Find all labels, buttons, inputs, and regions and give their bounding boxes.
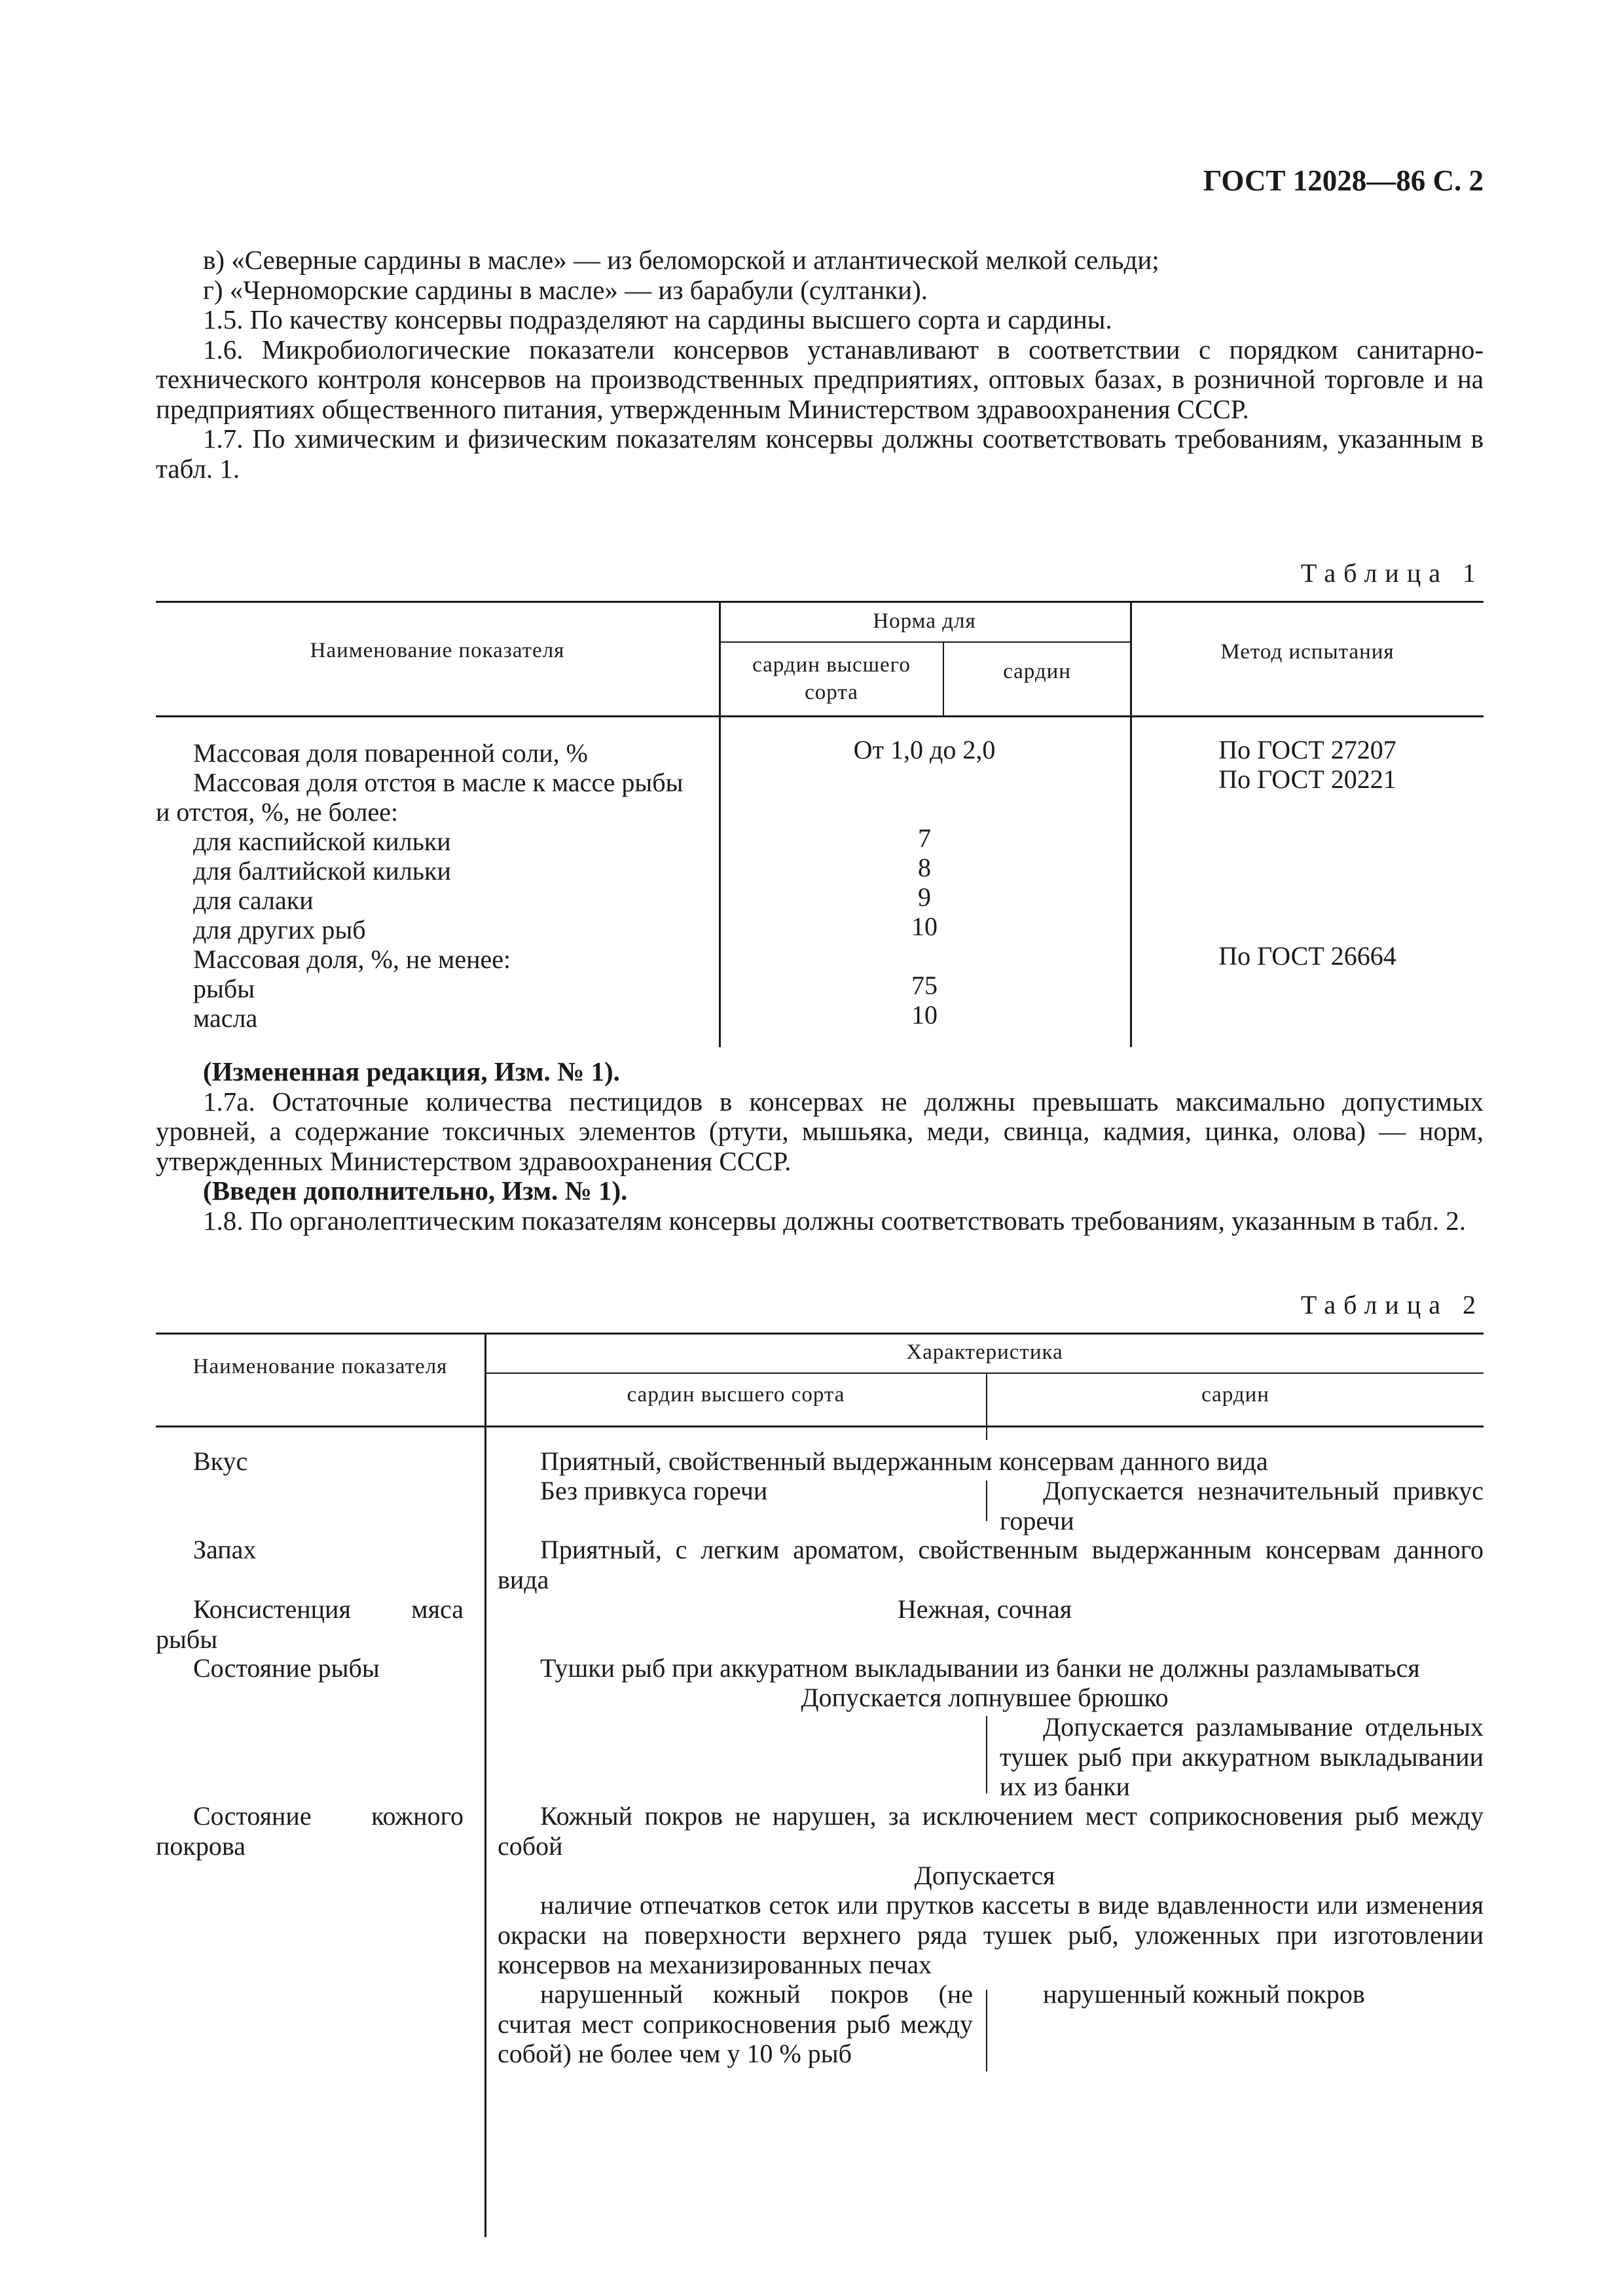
table1-row-oil: масла — [193, 1003, 258, 1033]
table1-row-salt: Массовая доля поваренной соли, % — [193, 738, 588, 768]
table2-col-divider-condition — [986, 1716, 987, 1793]
table2-condition-regular: Допускается разламывание отдельных тушек рыб при аккуратном выкладывании их из банки — [1000, 1712, 1484, 1801]
table1-method-sediment: По ГОСТ 20221 — [1218, 764, 1396, 794]
table1-row-herring: для салаки — [193, 886, 314, 915]
table1-row-fish: рыбы — [193, 974, 255, 1003]
table2-skin-allowed-title: Допускается — [914, 1861, 1055, 1890]
table1-header-method: Метод испытания — [1220, 640, 1395, 664]
amendment-note-2: (Введен дополнительно, Изм. № 1). — [203, 1175, 628, 1206]
table1-header-rule — [156, 715, 1484, 717]
table1-row-sediment-cont: и отстоя, %, не более: — [156, 797, 399, 827]
table2-row-consistency: Консистенция мяса рыбы — [156, 1594, 464, 1654]
table2-row-skin: Состояние кожного покрова — [156, 1801, 464, 1861]
table2-skin-allowed: наличие отпечатков сеток или прутков кассеты в виде вдавленности или изменения окраски на поверхности верхнего ряда тушек рыб, уложенных при изготовлении консервов на механизированных печах — [498, 1890, 1484, 1979]
table2-condition-common: Тушки рыб при аккуратном выкладывании из банки не должны разламываться — [540, 1653, 1420, 1683]
table2-header-char: Характеристика — [906, 1340, 1063, 1364]
table2-row-condition: Состояние рыбы — [193, 1653, 380, 1683]
paragraph-1-7a: 1.7а. Остаточные количества пестицидов в консервах не должны превышать максимально допустимых уровней, а содержание токсичных элементов (ртути, мышьяка, меди, свинца, кадмия, цинка, олова) — норм, утвержденных Министерством здравоохранения СССР. — [156, 1086, 1484, 1176]
paragraph-1-6: 1.6. Микробиологические показатели консервов устанавливают в соответствии с порядком санитарно-технического контроля консервов на производственных предприятиях, оптовых базах, в розничной торговле и на предприятиях общественного питания, утвержденным Министерством здравоохранения СССР. — [156, 334, 1484, 424]
table2-col-divider-skin — [986, 1990, 987, 2072]
table1-row-sediment: Массовая доля отстоя в масле к массе рыбы — [193, 768, 684, 797]
table1-method-mass: По ГОСТ 26664 — [1218, 941, 1396, 971]
table2-header-premium: сардин высшего сорта — [627, 1383, 845, 1407]
middle-text — [156, 1057, 1484, 1236]
table2-taste-regular: Допускается незначительный привкус горечи — [1000, 1476, 1484, 1535]
table1-row-caspian: для каспийской кильки — [193, 827, 451, 856]
table2-taste-common: Приятный, свойственный выдержанным консервам данного вида — [540, 1446, 1268, 1476]
table2-skin-regular: нарушенный кожный покров — [1043, 1979, 1365, 2009]
table1-value-herring: 9 — [918, 882, 931, 912]
table1-method-salt: По ГОСТ 27207 — [1218, 735, 1396, 764]
table2-smell-common: Приятный, с легким ароматом, свойственным выдержанным консервам данного вида — [498, 1535, 1484, 1594]
table1-value-other: 10 — [911, 912, 938, 941]
table2-top-rule — [156, 1333, 1484, 1335]
table1-header-name: Наименование показателя — [310, 639, 565, 662]
paragraph-1-7: 1.7. По химическим и физическим показателям консервы должны соответствовать требованиям, указанным в табл. 1. — [156, 423, 1484, 484]
table1-value-salt: От 1,0 до 2,0 — [853, 735, 996, 764]
table2-condition-allowed: Допускается лопнувшее брюшко — [801, 1683, 1169, 1712]
table2-col-divider-1 — [484, 1333, 486, 2237]
table2-skin-common: Кожный покров не нарушен, за исключением мест соприкосновения рыб между собой — [498, 1801, 1484, 1861]
table1-row-baltic: для балтийской кильки — [193, 856, 451, 886]
table1-top-rule — [156, 601, 1484, 603]
table1-value-oil: 10 — [911, 1000, 938, 1030]
table1-header-regular: сардин — [1003, 660, 1071, 683]
table2-header-name: Наименование показателя — [192, 1355, 448, 1378]
table1-col-divider-3 — [1130, 601, 1132, 1047]
table2-consistency-common: Нежная, сочная — [897, 1594, 1072, 1624]
amendment-note-1: (Измененная редакция, Изм. № 1). — [203, 1056, 620, 1086]
table1-value-baltic: 8 — [918, 853, 931, 882]
table2-row-taste: Вкус — [193, 1446, 248, 1476]
paragraph-1-5: 1.5. По качеству консервы подразделяют на сардины высшего сорта и сардины. — [203, 304, 1112, 334]
table1-value-fish: 75 — [911, 971, 938, 1000]
page-header: ГОСТ 12028—86 С. 2 — [1203, 164, 1484, 197]
table1-value-caspian: 7 — [918, 823, 931, 853]
table2-char-rule — [484, 1372, 1484, 1374]
table1-row-other: для других рыб — [193, 915, 366, 944]
table1-caption: Таблица 1 — [1300, 558, 1484, 588]
table2-row-smell: Запах — [193, 1535, 257, 1564]
table2-header-regular: сардин — [1201, 1383, 1269, 1407]
table2-header-rule — [156, 1426, 1484, 1427]
table2-col-divider-taste — [986, 1480, 987, 1521]
table2-skin-premium: нарушенный кожный покров (не считая мест соприкосновения рыб между собой) не более чем у 10 % рыб — [498, 1979, 973, 2068]
table2-caption: Таблица 2 — [1300, 1290, 1484, 1319]
table1-row-mass: Массовая доля, %, не менее: — [193, 944, 511, 974]
paragraph-v: в) «Северные сардины в масле» — из беломорской и атлантической мелкой сельди; — [203, 245, 1159, 275]
table1-header-premium: сардин высшего сорта — [752, 653, 911, 704]
paragraph-1-8: 1.8. По органолептическим показателям консервы должны соответствовать требованиям, указанным в табл. 2. — [203, 1205, 1466, 1236]
paragraph-g: г) «Черноморские сардины в масле» — из барабули (султанки). — [203, 274, 928, 305]
table1-norm-rule — [719, 641, 1130, 643]
intro-text — [156, 245, 1484, 484]
table1-header-norm: Норма для — [873, 609, 976, 633]
table2-taste-premium: Без привкуса горечи — [540, 1476, 768, 1505]
